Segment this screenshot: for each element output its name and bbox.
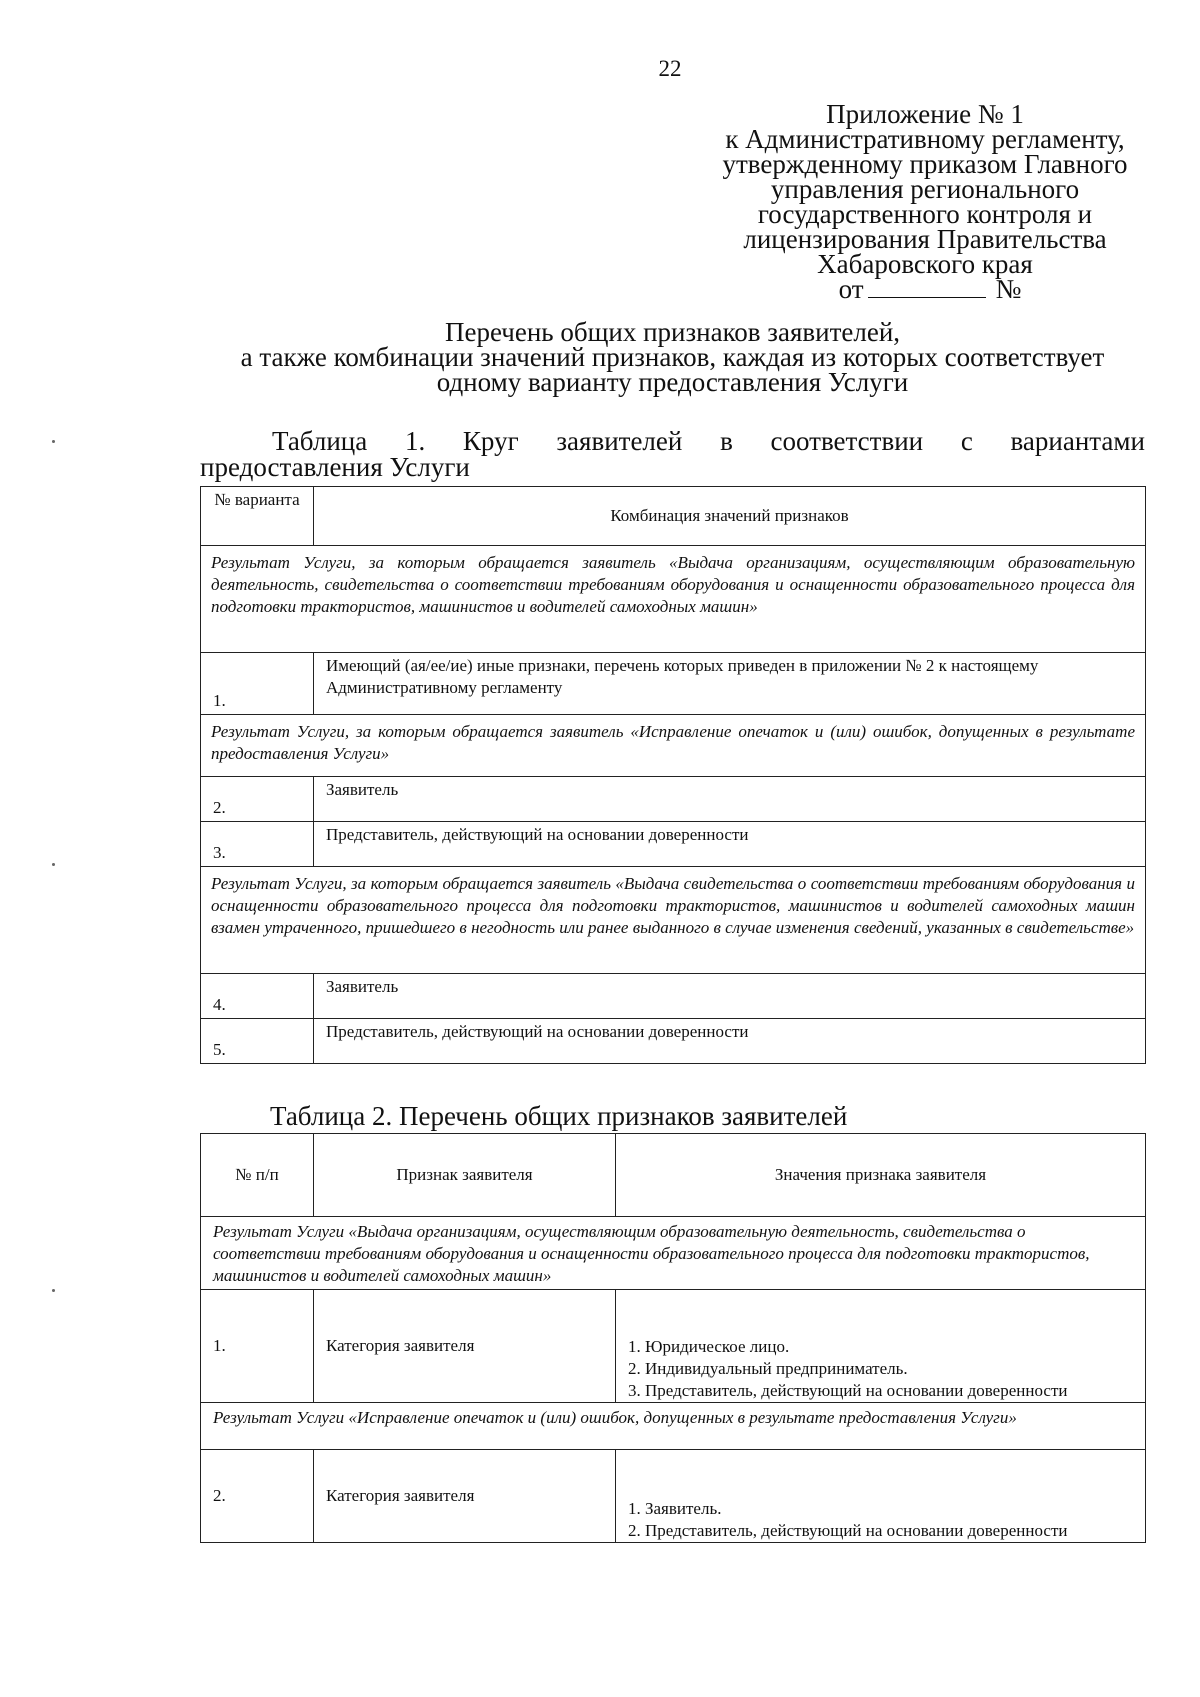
attribute-value: 1. Юридическое лицо. (628, 1337, 790, 1356)
caption-word: Круг (462, 426, 519, 456)
title-line: Перечень общих признаков заявителей, (444, 317, 901, 347)
item-number: 1. (201, 1290, 314, 1403)
appendix-line: утвержденному приказом Главного (722, 149, 1128, 179)
caption-word: соответствии (770, 426, 924, 456)
caption-word: вариантами (1010, 426, 1145, 456)
header-combination: Комбинация значений признаков (314, 487, 1146, 546)
variant-combination: Представитель, действующий на основании доверенности (314, 822, 1146, 867)
variant-number: 1. (201, 653, 314, 715)
table-applicant-variants (200, 486, 1146, 1064)
attribute-value: 3. Представитель, действующий на основании доверенности (628, 1381, 1068, 1400)
appendix-line: лицензирования Правительства (743, 224, 1107, 254)
variant-combination: Представитель, действующий на основании доверенности (314, 1019, 1146, 1064)
caption-line-2: предоставления Услуги (200, 452, 470, 482)
scan-margin-dot (52, 863, 55, 866)
caption-word: 1. (404, 426, 426, 456)
header-item-number: № п/п (201, 1134, 314, 1217)
title-line: а также комбинации значений признаков, каждая из которых соответствует (240, 342, 1105, 372)
result-row (201, 1217, 1146, 1290)
appendix-line: управления регионального (770, 174, 1080, 204)
table-row (201, 1290, 1146, 1403)
table-header-row (201, 1134, 1146, 1217)
date-blank (868, 277, 986, 298)
appendix-header (680, 99, 1170, 304)
appendix-line: к Административному регламенту, (725, 124, 1125, 154)
result-row (201, 867, 1146, 974)
appendix-line: Приложение № 1 (826, 99, 1024, 129)
appendix-line: государственного контроля и (757, 199, 1093, 229)
table-applicant-attributes (200, 1133, 1146, 1543)
date-label: от (838, 274, 864, 304)
table-row (201, 653, 1146, 715)
result-text: Результат Услуги, за которым обращается заявитель «Выдача организациям, осуществляющим образовательную деятельность, свидетельства о соответствии требованиям оборудования и оснащенности образовательного процесса для подготовки трактористов, машинистов и водителей самоходных машин» (201, 546, 1146, 653)
table-row (201, 822, 1146, 867)
variant-combination: Заявитель (314, 974, 1146, 1019)
table-row (201, 974, 1146, 1019)
item-number: 2. (201, 1450, 314, 1543)
table-row (201, 1450, 1146, 1543)
header-attribute-values: Значения признака заявителя (616, 1134, 1146, 1217)
variant-combination: Имеющий (ая/ее/ие) иные признаки, перечень которых приведен в приложении № 2 к настоящему Административному регламенту (314, 653, 1146, 715)
result-row (201, 546, 1146, 653)
attribute-values (616, 1450, 1146, 1543)
page-number: 22 (658, 56, 682, 81)
variant-number: 5. (201, 1019, 314, 1064)
result-row (201, 1403, 1146, 1450)
caption-word: Таблица (272, 426, 368, 456)
appendix-line: Хабаровского края (817, 249, 1033, 279)
header-variant-number: № варианта (201, 487, 314, 546)
attribute-value: 2. Индивидуальный предприниматель. (628, 1359, 908, 1378)
attribute-name: Категория заявителя (314, 1450, 616, 1543)
table-row (201, 1019, 1146, 1064)
table2-caption: Таблица 2. Перечень общих признаков заявителей (270, 1101, 848, 1131)
caption-word: заявителей (556, 426, 683, 456)
title-line: одному варианту предоставления Услуги (436, 367, 909, 397)
caption-word: в (720, 426, 733, 456)
attribute-value: 2. Представитель, действующий на основании доверенности (628, 1521, 1068, 1540)
table-header-row (201, 487, 1146, 546)
attribute-value: 1. Заявитель. (628, 1499, 722, 1518)
result-text: Результат Услуги, за которым обращается заявитель «Исправление опечаток и (или) ошибок, допущенных в результате предоставления Услуги» (201, 715, 1146, 777)
scan-margin-dot (52, 440, 55, 443)
header-attribute: Признак заявителя (314, 1134, 616, 1217)
variant-number: 3. (201, 822, 314, 867)
variant-combination: Заявитель (314, 777, 1146, 822)
attribute-name: Категория заявителя (314, 1290, 616, 1403)
document-title (200, 317, 1145, 397)
scan-margin-dot (52, 1289, 55, 1292)
table-row (201, 777, 1146, 822)
date-number-line (680, 274, 1170, 304)
variant-number: 2. (201, 777, 314, 822)
result-text: Результат Услуги «Исправление опечаток и (или) ошибок, допущенных в результате предоставления Услуги» (201, 1403, 1146, 1450)
variant-number: 4. (201, 974, 314, 1019)
result-text: Результат Услуги, за которым обращается заявитель «Выдача свидетельства о соответствии требованиям оборудования и оснащенности образовательного процесса для подготовки трактористов, машинистов и водителей самоходных машин взамен утраченного, пришедшего в негодность или ранее выданного в случае изменения сведений, указанных в свидетельстве» (201, 867, 1146, 974)
result-text: Результат Услуги «Выдача организациям, осуществляющим образовательную деятельность, свидетельства о соответствии требованиям оборудования и оснащенности образовательного процесса для подготовки трактористов, машинистов и водителей самоходных машин» (201, 1217, 1146, 1290)
attribute-values (616, 1290, 1146, 1403)
result-row (201, 715, 1146, 777)
table1-caption (200, 428, 1145, 480)
number-label: № (995, 274, 1022, 304)
caption-word: с (960, 426, 973, 456)
